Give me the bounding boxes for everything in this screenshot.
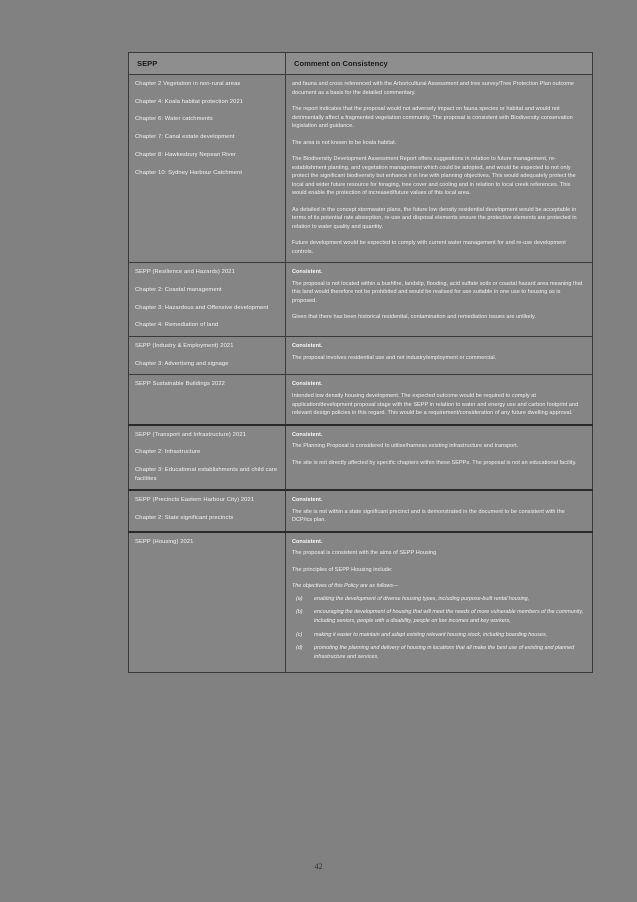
- sepp-chapter-label: Chapter 3: Hazardous and Offensive development: [135, 304, 269, 311]
- sepp-chapter-label: Chapter 2: Infrastructure: [135, 449, 201, 456]
- sepp-chapter-label: SEPP (Industry & Employment) 2021: [135, 343, 234, 350]
- sepp-chapter-label: SEPP (Precincts Eastern Harbour City) 2021: [135, 497, 255, 504]
- comment-paragraph: The proposal is consistent with the aims of SEPP Housing: [292, 550, 437, 557]
- sepp-chapter-label: SEPP (Housing) 2021: [135, 538, 194, 545]
- comment-paragraph: The Biodiversity Development Assessment Report offers suggestions in relation to future management, re-establishment planting, and vegetation management which could be adopted, and would be expected to not only protect the significant biodiversity but enhance it in line with planning objectives. This would adequately protect the local and wider future resource for foraging, tree cover and cooling and in relation to local creek references. This would enable the protection of increased/future values of this local area.: [292, 156, 576, 197]
- table-row: [129, 490, 593, 532]
- page-sheet: [128, 52, 592, 673]
- sepp-chapter-label: Chapter 3: Educational establishments and child care facilities: [135, 466, 278, 482]
- consistency-verdict: Consistent.: [292, 269, 323, 276]
- comment-paragraph: The area is not known to be koala habitat.: [292, 139, 397, 146]
- list-item: (a) enabling the development of diverse housing types, including purpose-built rental housing,: [296, 595, 530, 602]
- consistency-verdict: Consistent.: [292, 381, 323, 388]
- table-header-row: [129, 53, 593, 75]
- comment-paragraph: Given that there has been historical residential, contamination and remediation issues are unlikely.: [292, 314, 536, 321]
- column-header-sepp: SEPP: [129, 53, 286, 75]
- list-item: (c) making it easier to maintain and adapt existing relevant housing stock, including boarding houses,: [296, 631, 548, 638]
- list-marker: (a): [296, 595, 303, 602]
- list-marker: (d): [296, 645, 303, 652]
- comment-paragraph: The proposal involves residential use and not industry/employment or commercial.: [292, 354, 497, 361]
- comment-cell: [286, 375, 593, 425]
- consistency-verdict: Consistent.: [292, 343, 323, 350]
- table-row: [129, 375, 593, 425]
- sepp-chapter-label: Chapter 10: Sydney Harbour Catchment: [135, 169, 243, 176]
- sepp-cell: [129, 490, 286, 532]
- comment-cell: [286, 263, 593, 337]
- sepp-chapter-label: Chapter 2 Vegetation in non-rural areas: [135, 81, 241, 88]
- sepp-chapter-label: Chapter 4: Remediation of land: [135, 322, 219, 329]
- comment-paragraph: As detailed in the concept stormwater plans, the future low density residential development would be acceptable in terms of its potential rate absorption, re-use and disposal elements ensure the protective elements are protected in relation to water quality and quantity.: [292, 206, 577, 230]
- comment-cell: [286, 75, 593, 263]
- consistency-verdict: Consistent.: [292, 538, 323, 545]
- sepp-chapter-label: SEPP Sustainable Buildings 2022: [135, 381, 226, 388]
- comment-cell: [286, 532, 593, 673]
- comment-paragraph: The site is not directly affected by specific chapters within these SEPPs. The proposal is not an educational facility.: [292, 459, 577, 466]
- consistency-verdict: Consistent.: [292, 497, 323, 504]
- list-marker: (c): [296, 631, 303, 638]
- sepp-cell: [129, 263, 286, 337]
- page-number: 42: [314, 862, 323, 871]
- table-row: [129, 75, 593, 263]
- comment-paragraph: Intended low density housing development. The expected outcome would be required to comply at application/development proposal stage with the SEPP in relation to water and energy use and carbon footprint and relevant design policies in this regard. This would be a requirement/consideration of any future dwelling approval.: [292, 393, 579, 417]
- comment-paragraph: and fauna and cross referenced with the Arboricultural Assessment and tree survey/Tree Protection Plan outcome document as a basis for the detailed commentary.: [292, 81, 574, 96]
- comment-paragraph: Future development would be expected to comply with current water management for and re-use development controls.: [292, 240, 566, 255]
- column-header-comment: Comment on Consistency: [286, 53, 593, 75]
- sepp-chapter-label: SEPP (Resilience and Hazards) 2021: [135, 269, 235, 276]
- sepp-chapter-label: SEPP (Transport and Infrastructure) 2021: [135, 431, 246, 438]
- sepp-consistency-table: [128, 52, 593, 673]
- sepp-housing-objectives-list: [292, 595, 586, 662]
- sepp-chapter-label: Chapter 2: State significant precincts: [135, 514, 234, 521]
- sepp-cell: [129, 532, 286, 673]
- sepp-chapter-label: Chapter 2: Coastal management: [135, 287, 222, 294]
- sepp-cell: [129, 75, 286, 263]
- sepp-cell: [129, 375, 286, 425]
- sepp-chapter-label: Chapter 3: Advertising and signage: [135, 360, 229, 367]
- comment-cell: [286, 337, 593, 375]
- table-body: [129, 75, 593, 673]
- sepp-cell: [129, 425, 286, 491]
- table-row: [129, 263, 593, 337]
- comment-paragraph: The Planning Proposal is considered to utilise/harness existing infrastructure and transport.: [292, 443, 519, 450]
- list-item: (b) encouraging the development of housing that will meet the needs of more vulnerable members of the community, including seniors, people with a disability, people on low incomes and key workers,: [296, 609, 584, 624]
- sepp-cell: [129, 337, 286, 375]
- aims-intro: The objectives of this Policy are as follows—: [292, 583, 399, 590]
- sepp-chapter-label: Chapter 6: Water catchments: [135, 116, 213, 123]
- comment-paragraph: The principles of SEPP Housing include:: [292, 566, 393, 573]
- comment-cell: [286, 490, 593, 532]
- table-row: [129, 532, 593, 673]
- list-marker: (b): [296, 609, 303, 616]
- sepp-chapter-label: Chapter 7: Canal estate development: [135, 134, 235, 141]
- table-row: [129, 425, 593, 491]
- sepp-chapter-label: Chapter 8: Hawkesbury Nepean River: [135, 151, 237, 158]
- comment-paragraph: The site is not within a state significant precinct and is demonstrated in the document to be consistent with the DCP/ics plan.: [292, 508, 565, 524]
- sepp-chapter-label: Chapter 4: Koala habitat protection 2021: [135, 98, 244, 105]
- comment-cell: [286, 425, 593, 491]
- comment-paragraph: The proposal is not located within a bushfire, landslip, flooding, acid sulfate soils or coastal hazard area meaning that this land would therefore not be prohibited and would be realised for use suitable in one use to housing as is proposed.: [292, 280, 583, 304]
- comment-paragraph: The report indicates that the proposal would not adversely impact on fauna species or habitat and would not detrimentally affect a fragmented vegetation community. The proposal is consistent with Biodiversity conservation legislation and guidance.: [292, 106, 573, 130]
- table-row: [129, 337, 593, 375]
- list-item: (d) promoting the planning and delivery of housing in locations that all make the best use of existing and planned infrastructure and services,: [296, 645, 575, 660]
- consistency-verdict: Consistent.: [292, 431, 323, 438]
